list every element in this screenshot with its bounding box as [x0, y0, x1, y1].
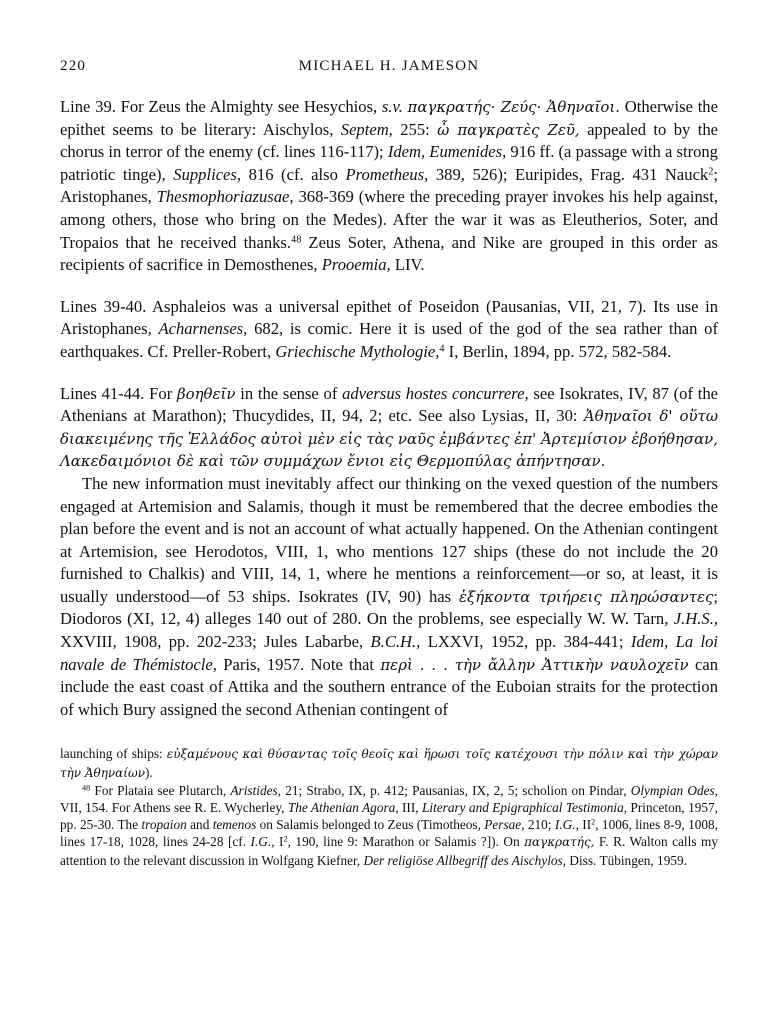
- text-run: Prooemia,: [321, 255, 391, 275]
- greek-text: παγκρατής,: [524, 835, 595, 850]
- greek-text: εὐξαμένους καὶ θύσαντας τοῖς θεοῖς καὶ ἥρωσι τοῖς κατέχουσι τὴν πόλιν καὶ τὴν χώραν τὴν Ἀθηναίων: [60, 747, 718, 780]
- footnote-ref: 48: [82, 783, 91, 793]
- text-run: 368-369 (where the preceding prayer invokes his help against, among others, those who bring on the Medes). After the war it was as Eleutherios, Soter, and Tropaios that he received thanks.: [60, 187, 718, 252]
- text-run: tropaion: [141, 817, 187, 833]
- greek-text: ὦ παγκρατὲς Ζεῦ,: [437, 120, 580, 139]
- text-run: 255:: [392, 119, 438, 139]
- footnote-48: [60, 782, 718, 869]
- text-run: can include the east coast of Attika and the southern entrance of the Euboian straits for the protection of which Bury assigned the second Athenian contingent of: [60, 654, 718, 719]
- footnotes: [60, 745, 718, 868]
- page: [60, 58, 718, 869]
- text-run: Line 39. For Zeus the Almighty see Hesychios,: [60, 97, 382, 116]
- text-run: I: [274, 834, 284, 850]
- text-run: s.v.: [381, 97, 403, 116]
- note-lines-41-44: [60, 383, 718, 473]
- text-run: , 190, line 9: Marathon or Salamis ?]). On: [287, 834, 525, 850]
- text-run: LIV.: [390, 255, 425, 275]
- text-run: appealed to by the chorus in terror of the enemy (cf. lines 116-117);: [60, 119, 718, 162]
- main-text: [60, 96, 718, 721]
- text-run: see Isokrates, IV, 87 (of the Athenians at Marathon); Thucydides, II, 94, 2; etc. See also Lysias, II, 30:: [60, 383, 718, 426]
- text-run: Persae,: [484, 817, 525, 833]
- discussion-paragraph: [60, 473, 718, 722]
- text-run: II: [578, 817, 592, 833]
- footnote-ref: 2: [591, 817, 596, 827]
- text-run: 21; Strabo, IX, p. 412; Pausanias, IX, 2, 5; scholion on Pindar,: [281, 782, 631, 798]
- text-run: J.H.S.,: [673, 609, 718, 629]
- text-run: adversus hostes concurrere,: [342, 383, 529, 403]
- footnote-ref: 4: [439, 343, 445, 355]
- text-run: F. R. Walton calls my attention to the relevant discussion in Wolfgang Kiefner,: [60, 834, 718, 868]
- text-run: Prometheus,: [345, 164, 429, 184]
- text-run: I.G.,: [554, 817, 579, 833]
- footnote-ref: 48: [291, 233, 302, 245]
- text-run: III,: [398, 800, 422, 816]
- text-run: LXXVI, 1952, pp. 384-441;: [420, 632, 631, 652]
- text-run: in the sense of: [235, 383, 343, 403]
- text-run: Griechische Mythologie,: [275, 341, 440, 361]
- text-run: temenos: [212, 817, 257, 833]
- footnote-ref: 2: [283, 834, 288, 844]
- text-run: Acharnenses,: [158, 319, 248, 339]
- note-lines-39-40: [60, 296, 718, 364]
- note-line-39: [60, 96, 718, 277]
- running-head-author: MICHAEL H. JAMESON: [298, 58, 480, 74]
- text-run: The Athenian Agora,: [287, 800, 399, 816]
- text-run: 389, 526); Euripides, Frag. 431 Nauck: [428, 164, 709, 184]
- text-run: Lines 41-44. For: [60, 383, 177, 403]
- text-run: Princeton, 1957, pp. 25-30. The: [60, 800, 719, 833]
- text-run: 682, is comic. Here it is used of the god of the sea rather than of earthquakes. Cf. Preller-Robert,: [60, 319, 718, 361]
- text-run: I, Berlin, 1894, pp. 572, 582-584.: [444, 341, 672, 361]
- text-run: Lines 39-40. Asphaleios was a universal epithet of Poseidon (Pausanias, VII, 21, 7). Its use in Aristophanes,: [60, 296, 718, 339]
- greek-text: Ἀθηναῖοι δ' οὕτω διακειμένης τῆς Ἑλλάδος αὐτοὶ μὲν εἰς τὰς ναῦς ἐμβάντες ἐπ' Ἀρτεμίσιον ἐβοήθησαν, Λακεδαιμόνιοι δὲ καὶ τῶν συμμάχων ἔνιοι εἰς Θερμοπύλας ἀπήντησαν.: [60, 407, 719, 471]
- text-run: Paris, 1957. Note that: [216, 654, 381, 674]
- page-number: 220: [60, 58, 87, 74]
- running-header: [60, 58, 718, 82]
- text-run: Zeus Soter, Athena, and Nike are grouped in this order as recipients of sacrifice in Demosthenes,: [60, 232, 718, 275]
- text-run: Der religiöse Allbegriff des Aischylos,: [363, 852, 567, 868]
- text-run: Olympian Odes,: [630, 782, 718, 798]
- text-run: 816 (cf. also: [241, 164, 346, 184]
- text-run: I.G.,: [250, 834, 275, 850]
- greek-text: ἑξήκοντα τριήρεις πληρώσαντες: [458, 587, 714, 606]
- greek-text: βοηθεῖν: [176, 384, 236, 403]
- greek-text: περὶ . . . τὴν ἄλλην Ἀττικὴν ναυλοχεῖν: [380, 655, 689, 674]
- text-run: Supplices,: [173, 164, 242, 184]
- text-run: Diss. Tübingen, 1959.: [566, 852, 687, 868]
- text-run: 916 ff. (a passage with a strong patriotic tinge),: [60, 142, 718, 184]
- text-run: Literary and Epigraphical Testimonia,: [422, 800, 628, 816]
- text-run: Aristides,: [230, 782, 282, 798]
- text-run: VII, 154. For Athens see R. E. Wycherley,: [60, 800, 288, 816]
- text-run: , 1006, lines 8-9, 1008, lines 17-18, 1028, lines 24-28 [cf.: [60, 817, 718, 850]
- text-run: Thesmophoriazusae,: [156, 187, 294, 207]
- text-run: The new information must inevitably affect our thinking on the vexed question of the numbers engaged at Artemision and Salamis, though it must be remembered that the decree embodies the plan before the event and is not an account of what actually happened. On the Athenian contingent at Artemision, see Herodotos, VIII, 1, who mentions 127 ships (these do not include the 20 furnished to Chalkis) and VIII, 14, 1, where he mentions a reinforcement—or so, at least, it is usually understood—of 53 ships. Isokrates (IV, 90) has: [60, 473, 718, 606]
- text-run: XXVIII, 1908, pp. 202-233; Jules Labarbe,: [60, 632, 371, 652]
- text-run: on Salamis belonged to Zeus (Timotheos,: [256, 817, 485, 833]
- text-run: B.C.H.,: [370, 632, 421, 652]
- text-run: ).: [144, 764, 153, 780]
- footnote-continuation: [60, 745, 718, 781]
- text-run: and: [186, 817, 213, 833]
- text-run: Idem, Eumenides,: [387, 142, 507, 162]
- text-run: Otherwise the epithet seems to be literary: Aischylos,: [60, 97, 718, 139]
- text-run: ; Aristophanes,: [60, 164, 718, 207]
- greek-text: παγκρατής· Ζεύς· Ἀθηναῖοι.: [407, 98, 620, 116]
- text-run: 210;: [524, 817, 555, 833]
- text-run: launching of ships:: [60, 746, 167, 762]
- footnote-ref: 2: [708, 166, 714, 178]
- text-run: Septem,: [340, 119, 393, 139]
- text-run: Idem, La loi navale de Thémistocle,: [60, 632, 718, 674]
- text-run: ; Diodoros (XI, 12, 4) alleges 140 out of 280. On the problems, see especially W. W. Tarn,: [60, 586, 718, 629]
- text-run: For Plataia see Plutarch,: [90, 782, 231, 798]
